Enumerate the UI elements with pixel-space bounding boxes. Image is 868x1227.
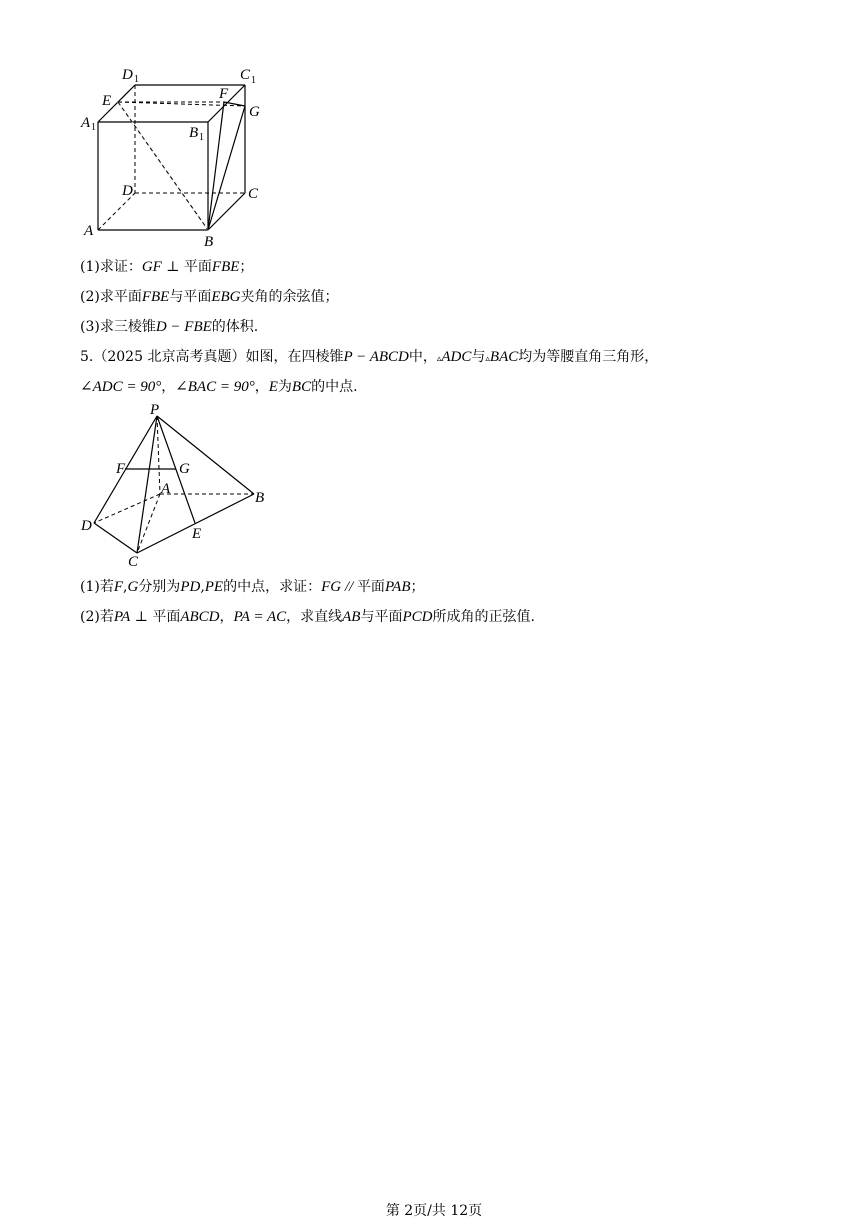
edge-d-c: [94, 523, 137, 553]
label-d: D: [122, 183, 133, 199]
label-c1-sub: 1: [251, 75, 256, 86]
cube-figure: [78, 62, 278, 252]
segment-f-g: [224, 102, 245, 106]
q5-part2: (2)若PA ⊥ 平面ABCD，PA = AC，求直线AB与平面PCD所成角的正弦值.: [80, 609, 535, 625]
label-d: D: [81, 518, 92, 534]
label-e: E: [102, 93, 112, 109]
edge-c-b: [137, 494, 254, 553]
label-a1-sub: 1: [91, 122, 96, 133]
label-p: P: [150, 402, 160, 418]
cube-diagram: [78, 62, 278, 252]
pyramid-figure: [78, 402, 278, 570]
label-c: C: [248, 186, 259, 202]
page-footer: 第 2页/共 12页: [385, 1203, 483, 1219]
q5-stem-line2: ∠ADC = 90°，∠BAC = 90°，E为BC的中点.: [80, 379, 358, 395]
label-g: G: [179, 461, 190, 477]
q5-stem-line1: 5.（2025 北京高考真题）如图，在四棱锥P − ABCD中，▵ADC与▵BAC均为等腰直角三角形，: [80, 349, 659, 365]
label-b1: B: [189, 125, 199, 141]
label-f: F: [116, 461, 126, 477]
label-d1-sub: 1: [134, 74, 139, 85]
label-d1: D: [122, 67, 133, 83]
label-b1-sub: 1: [199, 132, 204, 143]
label-a1: A: [81, 115, 91, 131]
label-b: B: [255, 490, 265, 506]
pyramid-diagram: [78, 402, 278, 570]
q4-part2: (2)求平面FBE与平面EBG夹角的余弦值；: [80, 289, 339, 305]
edge-p-b: [157, 416, 254, 494]
hidden-edge-p-a: [157, 416, 160, 494]
q4-part3: (3)求三棱锥D − FBE的体积.: [80, 319, 259, 335]
hidden-edge-a-d: [94, 494, 160, 523]
label-b: B: [204, 234, 214, 250]
label-c: C: [128, 554, 139, 570]
q4-part1: (1)求证：GF ⊥ 平面FBE；: [80, 259, 254, 275]
segment-f-b: [208, 102, 224, 230]
label-g: G: [249, 104, 260, 120]
label-c1: C: [240, 67, 251, 83]
label-e: E: [192, 526, 202, 542]
edge-p-c: [137, 416, 157, 553]
q5-part1: (1)若F,G分别为PD,PE的中点，求证：FG // 平面PAB；: [80, 579, 425, 595]
label-a: A: [84, 223, 94, 239]
label-f: F: [219, 86, 229, 102]
label-a: A: [161, 481, 171, 497]
